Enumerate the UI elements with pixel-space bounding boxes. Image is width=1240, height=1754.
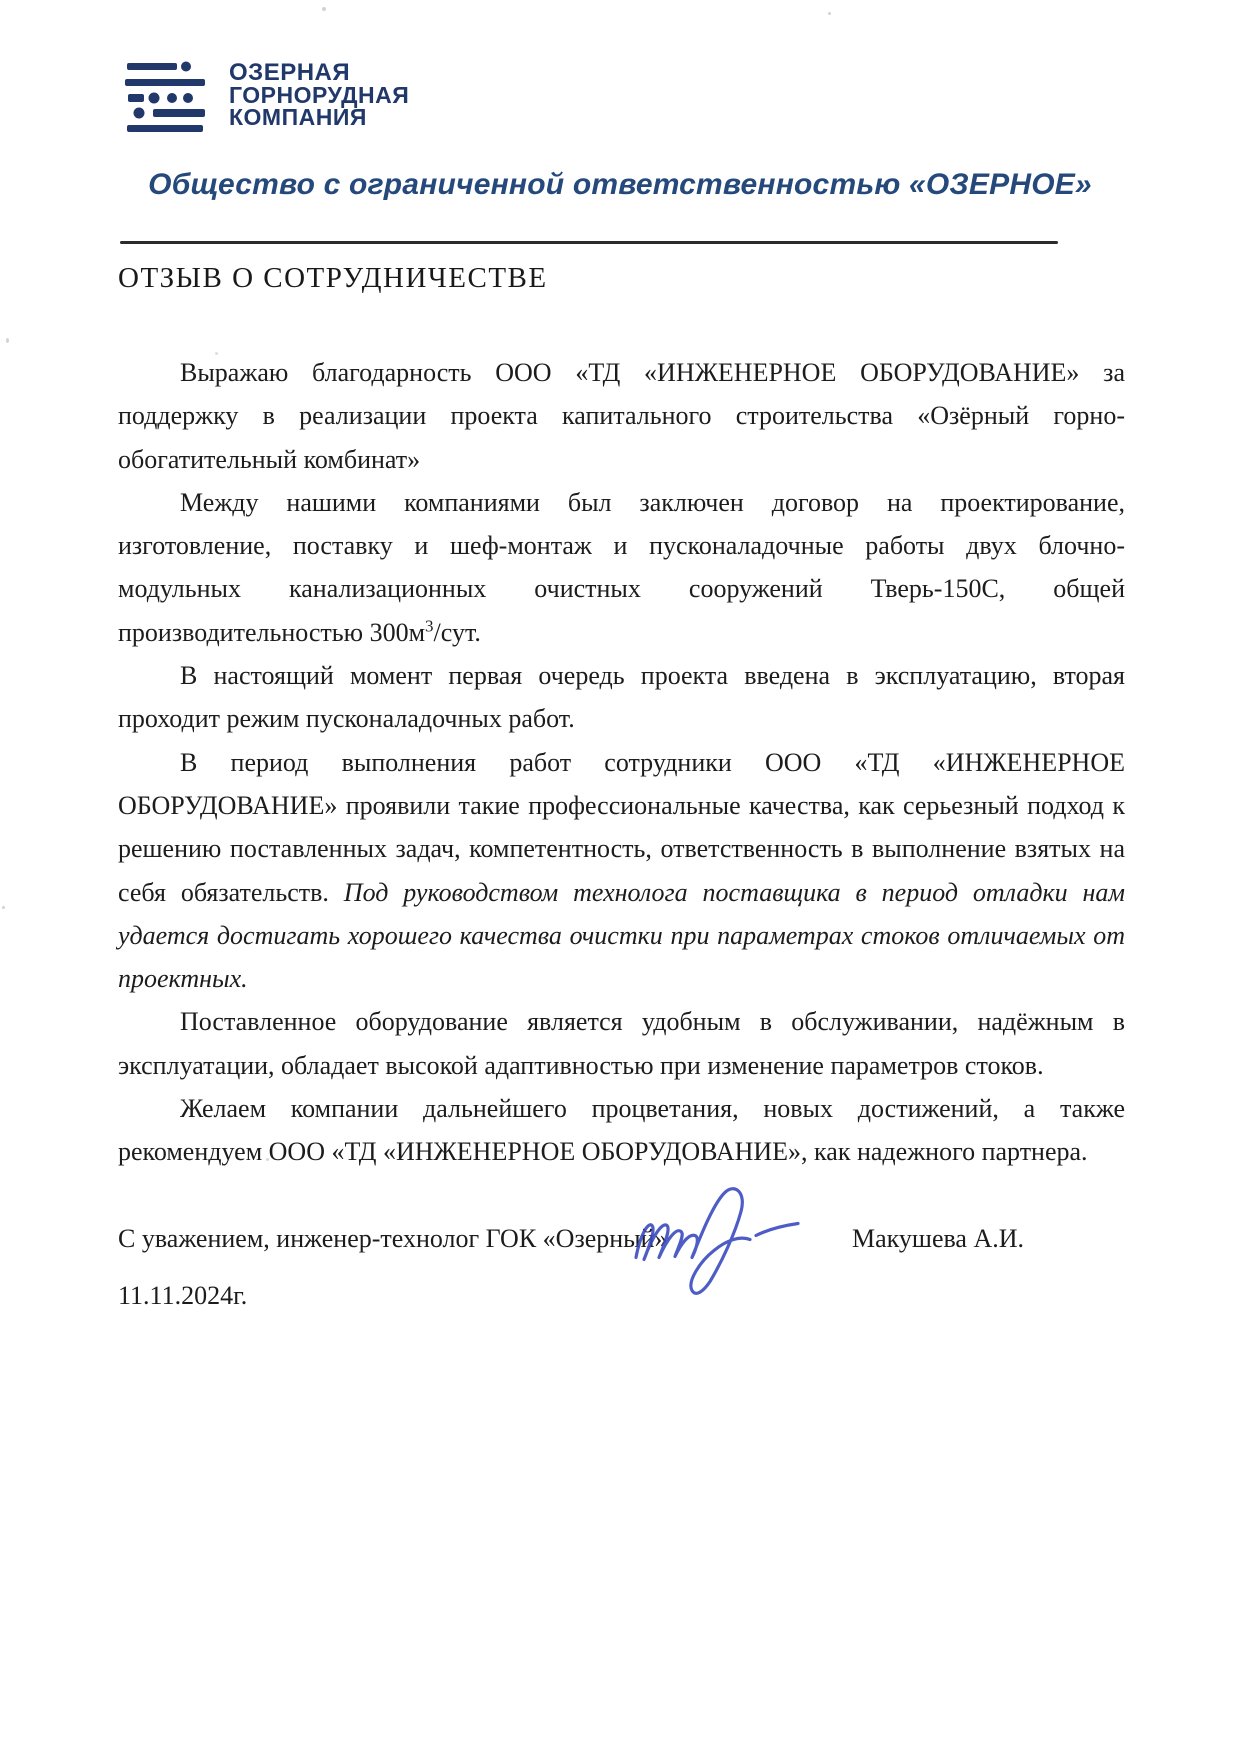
closing-line: С уважением, инженер-технолог ГОК «Озерный» bbox=[118, 1224, 668, 1253]
document-date: 11.11.2024г. bbox=[118, 1281, 248, 1310]
paragraph-recommendation-text: Желаем компании дальнейшего процветания, новых достижений, а также рекомендуем ООО «ТД «ИНЖЕНЕРНОЕ ОБОРУДОВАНИЕ», как надежного партнера. bbox=[118, 1094, 1125, 1167]
handwritten-signature bbox=[628, 1172, 828, 1300]
paragraph-status bbox=[118, 654, 1125, 741]
document-heading: ОТЗЫВ О СОТРУДНИЧЕСТВЕ bbox=[118, 262, 548, 294]
scan-speck bbox=[322, 7, 326, 11]
letter-body bbox=[118, 351, 1125, 1174]
scan-speck bbox=[215, 352, 218, 355]
scan-speck bbox=[6, 338, 9, 343]
paragraph-contract-text: Между нашими компаниями был заключен договор на проектирование, изготовление, поставку и шеф-монтаж и пусконаладочные работы двух блочно-модульных канализационных очистных сооружений Тверь-150С, общей производительностью 300м bbox=[118, 487, 1125, 647]
paragraph-equipment-text: Поставленное оборудование является удобным в обслуживании, надёжным в эксплуатации, обладает высокой адаптивностью при изменение параметров стоков. bbox=[118, 1007, 1125, 1080]
paragraph-qualities bbox=[118, 741, 1125, 1001]
paragraph-contract bbox=[118, 481, 1125, 654]
header-divider bbox=[120, 241, 1058, 244]
paragraph-gratitude bbox=[118, 351, 1125, 481]
company-logo bbox=[125, 60, 409, 136]
paragraph-gratitude-text: Выражаю благодарность ООО «ТД «ИНЖЕНЕРНОЕ ОБОРУДОВАНИЕ» за поддержку в реализации проекта капитального строительства «Озёрный горно-обогатительный комбинат» bbox=[118, 358, 1125, 474]
superscript-cubed: 3 bbox=[425, 616, 434, 636]
paragraph-contract-tail: /сут. bbox=[433, 617, 481, 647]
paragraph-equipment bbox=[118, 1000, 1125, 1087]
signer-name: Макушева А.И. bbox=[852, 1224, 1025, 1253]
paragraph-recommendation bbox=[118, 1087, 1125, 1174]
logo-line-3: КОМПАНИЯ bbox=[229, 104, 367, 130]
lake-bars-logo-icon bbox=[125, 60, 207, 136]
logo-line-1: ОЗЕРНАЯ bbox=[229, 59, 351, 86]
scan-speck bbox=[828, 12, 831, 15]
logo-line-2: ГОРНОРУДНАЯ bbox=[229, 82, 410, 108]
paragraph-qualities-italic: Под руководством технолога поставщика в период отладки нам удается достигать хорошего качества очистки при параметрах стоков отличаемых от проектных. bbox=[118, 877, 1126, 994]
scan-speck bbox=[266, 1158, 269, 1161]
paragraph-status-text: В настоящий момент первая очередь проекта введена в эксплуатацию, вторая проходит режим пусконаладочных работ. bbox=[118, 661, 1125, 734]
company-logo-text bbox=[229, 60, 409, 128]
scan-speck bbox=[2, 906, 5, 909]
paragraph-qualities-text: В период выполнения работ сотрудники ООО «ТД «ИНЖЕНЕРНОЕ ОБОРУДОВАНИЕ» проявили такие профессиональные качества, как серьезный подход к решению поставленных задач, компетентность, ответственность в выполнение взятых на себя обязательств. bbox=[118, 747, 1125, 907]
organization-title: Общество с ограниченной ответственностью «ОЗЕРНОЕ» bbox=[148, 168, 1092, 201]
